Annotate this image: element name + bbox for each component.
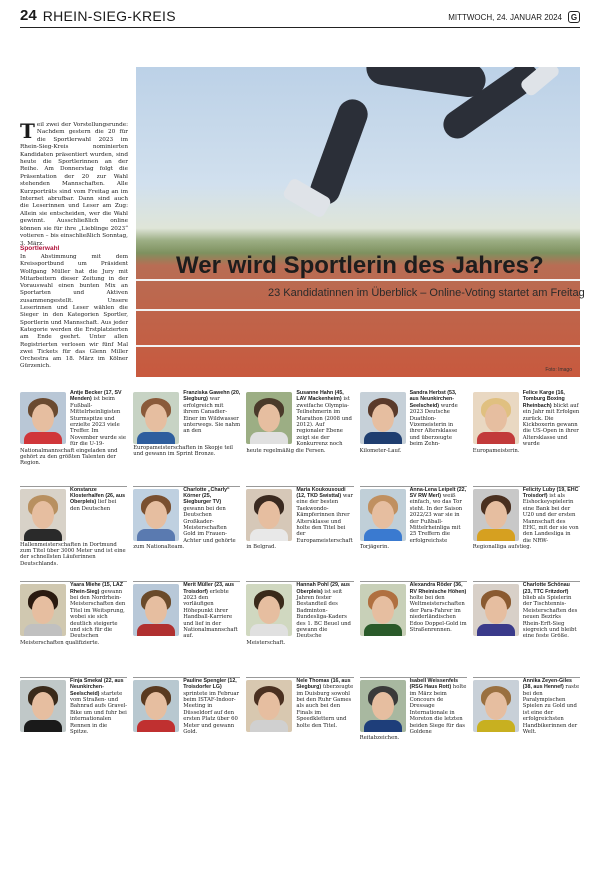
candidate-card bbox=[246, 581, 353, 677]
candidate-name: Antje Becker (17, SV Menden) bbox=[70, 390, 122, 403]
candidate-bio: war eine der besten Taekwondo-Kämpferinnen ihrer Altersklasse und holte den Titel bei der Europameisterschaft in Belgrad. bbox=[246, 493, 354, 551]
candidate-portrait bbox=[246, 489, 292, 541]
subheadline: 23 Kandidatinnen im Überblick – Online-Voting startet am Freitag bbox=[268, 287, 585, 299]
candidate-portrait bbox=[20, 680, 66, 732]
candidate-card bbox=[473, 486, 580, 582]
candidate-grid bbox=[20, 390, 580, 868]
candidate-portrait bbox=[360, 680, 406, 732]
candidate-name: Felice Karge (16, Tomburg Boxing Rheinbach) bbox=[522, 390, 565, 409]
candidate-bio: startete vom Straßen- und Bahnrad aufs Gravel-Bike um und fuhr bei internationalen Rennen in die Spitze. bbox=[70, 690, 128, 736]
intro-text bbox=[20, 119, 128, 248]
candidate-name: Alexandra Röder (36, RV Rheinische Höhen) bbox=[409, 582, 467, 595]
candidate-bio: ist beim Fußball-Mittelrheinligisten Sturmspitze und erzielte 2023 viele Treffer. Im November wurde sie für die U-19-Nationalmannschaft eingeladen und gehört zu den größten Talenten der Region. bbox=[20, 396, 126, 467]
candidate-portrait bbox=[246, 584, 292, 636]
candidate-card bbox=[473, 677, 580, 773]
candidate-bio: gewann bei den Deutschen Großkader-Meisterschaften Gold im Frauen-Achter und gehörte zum Nationalteam. bbox=[133, 505, 236, 551]
candidate-card bbox=[360, 581, 467, 677]
section-title: RHEIN-SIEG-KREIS bbox=[42, 8, 176, 24]
candidate-portrait bbox=[133, 584, 179, 636]
candidate-name: Yaara Miehe (15, LAZ Rhein-Sieg) bbox=[70, 582, 123, 595]
candidate-portrait bbox=[473, 680, 519, 732]
candidate-name: Annika Zeyen-Giles (38, aus Hennef) bbox=[522, 677, 572, 691]
candidate-card bbox=[133, 581, 240, 677]
candidate-name: Charlotte „Charly“ Körner (25, Siegburger TV) bbox=[183, 486, 230, 506]
candidate-bio: war erfolgreich mit ihrem Canadier-Einer im Wildwasser unterwegs. Sie nahm an den Europameisterschaften in Skopje teil und gewann im Sprint Bronze. bbox=[133, 396, 241, 458]
candidate-portrait bbox=[246, 680, 292, 732]
candidate-bio: blieb als Spielerin der Tischtennis-Meisterschaften des neuen Bezirks Rhein-Erft-Sieg siegreich und bleibt eine feste Größe. bbox=[522, 595, 578, 640]
newspaper-logo-icon: G bbox=[568, 11, 580, 23]
candidate-name: Charlotte Schönau (23, TTC Fritzdorf) bbox=[522, 582, 570, 595]
candidate-card bbox=[246, 677, 353, 773]
candidate-portrait bbox=[473, 489, 519, 541]
issue-date: MITTWOCH, 24. JANUAR 2024 bbox=[448, 13, 562, 22]
candidate-bio: gewann bei den Nordrhein-Meisterschaften den Titel im Weitsprung, wobei sie sich deutlich steigerte und sich für die Deutschen Meisterschaften qualifizierte. bbox=[20, 588, 126, 646]
photo-credit: Foto: Imago bbox=[545, 367, 572, 373]
candidate-portrait bbox=[133, 392, 179, 444]
candidate-card bbox=[360, 486, 467, 582]
candidate-bio: überzeugte im Duisburg sowohl bei den Ruhr Games als auch bei den Finals im Speedklettern und holte den Titel. bbox=[296, 684, 354, 729]
candidate-portrait bbox=[360, 584, 406, 636]
candidate-portrait bbox=[473, 584, 519, 636]
candidate-name: Anna-Lena Leipelt (22, SV RW Merl) bbox=[409, 486, 467, 499]
rubric-label: Sportlerwahl bbox=[20, 245, 60, 252]
candidate-card bbox=[20, 677, 127, 773]
candidate-name: Konstanze Klosterhalfen (26, aus Oberpleis) bbox=[70, 486, 126, 506]
page-header bbox=[20, 8, 580, 28]
candidate-bio: ist seit Jahren fester Bestandteil des Badminton-Bundesliga-Kaders des 1. BC Beuel und gewann die Deutsche Meisterschaft. bbox=[246, 588, 351, 646]
candidate-portrait bbox=[20, 584, 66, 636]
candidate-name: Maria Koukousoudi (12, TKD Swisttal) bbox=[296, 486, 346, 499]
intro-paragraph: eil zwei der Vorstellungsrunde: Nachdem gestern die 20 für die Sportlerwahl 2023 im Rhein-Sieg-Kreis nominierten Kandidaten präsentiert wurden, sind heute die Sportlerinnen an der Reihe. Am Donnerstag folgt die Präsentation der 20 zur Wahl stehenden Mannschaften. Alle Kurzporträts sind vom Freitag an im Internet abrufbar. Dann sind auch die Leserinnen und Leser am Zug: Allein sie entscheiden, wer die Wahl gewinnt. Ausschließlich online können sie für ihre „Lieblinge 2023“ votieren – bis einschließlich Sonntag, 3. März. bbox=[20, 122, 128, 247]
candidate-name: Hannah Pohl (29, aus Oberpleis) bbox=[296, 582, 350, 595]
hero-photo bbox=[136, 67, 580, 377]
dropcap: T bbox=[20, 119, 35, 143]
candidate-bio: holte im März beim Concours de Dressage Internationale in Moreton die letzten beiden Siege für das Goldene Reitabzeichen. bbox=[359, 684, 467, 742]
page-number: 24 bbox=[20, 7, 37, 24]
body-paragraph: In Abstimmung mit dem Kreissportbund um Präsident Wolfgang Müller hat die Jury mit Mitarbeitern dieser Zeitung in der Vorauswahl einen bunten Mix an Sportarten und Aktiven zusammengestellt. Unsere Leserinnen und Leser wählen die Sieger in den Kategorien Sportler, Sportlerin und Mannschaft. Aus jeder Kategorie werden die Erstplatzierten am Ende geehrt. Unter allen Registrierten verlosen wir fünf Mal zwei Tickets für das Glenn Miller Orchestra am 18. März im Kölner Gürzenich. bbox=[20, 254, 128, 370]
candidate-bio: raste bei den Paralympischen Spielen zu Gold und ist eine der erfolgreichsten Handbikerinnen der Welt. bbox=[522, 684, 580, 736]
candidate-card bbox=[20, 486, 127, 582]
candidate-name: Nele Thomas (16, aus Siegburg) bbox=[296, 677, 351, 691]
candidate-bio: lief bei den Deutschen Hallenmeisterschaften in Dortmund zum Titel über 3000 Meter und ist eine der schnellsten Läuferinnen Deutschlands. bbox=[20, 499, 126, 567]
candidate-portrait bbox=[360, 392, 406, 444]
candidate-bio: wurde 2023 Deutsche Duathlon-Vizemeisterin in ihrer Altersklasse und überzeugte beim Zehn-Kilometer-Lauf. bbox=[359, 402, 458, 454]
candidate-card bbox=[133, 390, 240, 486]
candidate-bio: ist als Eishockeyspielerin eine Bank bei der U20 und der ersten Mannschaft des EHC, mit der sie von den Landesliga in die NRW-Regionalliga aufstieg. bbox=[472, 493, 579, 551]
candidate-bio: ist zweifache Olympia-Teilnehmerin im Marathon (2008 und 2012). Auf regionaler Ebene zeigt sie der Konkurrenz noch heute regelmäßig die Fersen. bbox=[246, 396, 352, 454]
candidate-name: Felicity Luby (19, EHC Troisdorf) bbox=[522, 486, 579, 499]
headline: Wer wird Sportlerin des Jahres? bbox=[176, 252, 544, 279]
candidate-card bbox=[133, 677, 240, 773]
candidate-portrait bbox=[246, 392, 292, 444]
candidate-portrait bbox=[360, 489, 406, 541]
candidate-portrait bbox=[20, 489, 66, 541]
candidate-name: Pauline Spengler (12, Troisdorfer LG) bbox=[183, 677, 237, 691]
candidate-portrait bbox=[133, 680, 179, 732]
candidate-bio: sprintete im Februar beim ISTAF-Indoor-Meeting in Düsseldorf auf den ersten Platz über 60 Meter und gewann Gold. bbox=[183, 690, 240, 736]
candidate-bio: blickt auf ein Jahr mit Erfolgen zurück. Die Kickboxerin gewann die US-Open in ihrer Altersklasse und wurde Europameisterin. bbox=[472, 402, 580, 454]
candidate-portrait bbox=[473, 392, 519, 444]
candidate-name: Sandra Herbst (53, aus Neunkirchen-Seelscheid) bbox=[409, 390, 457, 409]
candidate-card bbox=[133, 486, 240, 582]
candidate-name: Isabell Weissenfels (RSG Haus Rott) bbox=[409, 677, 459, 691]
candidate-name: Finja Smekal (22, aus Neunkirchen-Seelscheid) bbox=[70, 677, 124, 697]
candidate-name: Susanne Hahn (45, LAV Mackenheim) bbox=[296, 390, 344, 403]
candidate-portrait bbox=[133, 489, 179, 541]
candidate-card bbox=[246, 486, 353, 582]
candidate-card bbox=[20, 581, 127, 677]
candidate-bio: erlebte 2023 den vorläufigen Höhepunkt ihrer Handball-Karriere und lief in der Nationalmannschaft auf. bbox=[183, 588, 238, 640]
candidate-card bbox=[360, 677, 467, 773]
candidate-name: Merit Müller (23, aus Troisdorf) bbox=[183, 582, 235, 595]
candidate-name: Franziska Gawehn (20, Siegburg) bbox=[183, 390, 241, 403]
candidate-bio: weiß einfach, wo das Tor steht. In der Saison 2022/23 war sie in der Fußball-Mittelrheinliga mit 25 Treffern die erfolgreichste Torjägerin. bbox=[359, 493, 463, 551]
candidate-portrait bbox=[20, 392, 66, 444]
candidate-bio: holte bei den Weltmeisterschaften der Para-Fahrer im niederländischen Edoo Doppel-Gold im Straßenrennen. bbox=[409, 595, 467, 634]
candidate-card bbox=[473, 581, 580, 677]
candidate-card bbox=[20, 390, 127, 486]
candidate-card bbox=[473, 390, 580, 486]
candidate-card bbox=[246, 390, 353, 486]
candidate-card bbox=[360, 390, 467, 486]
